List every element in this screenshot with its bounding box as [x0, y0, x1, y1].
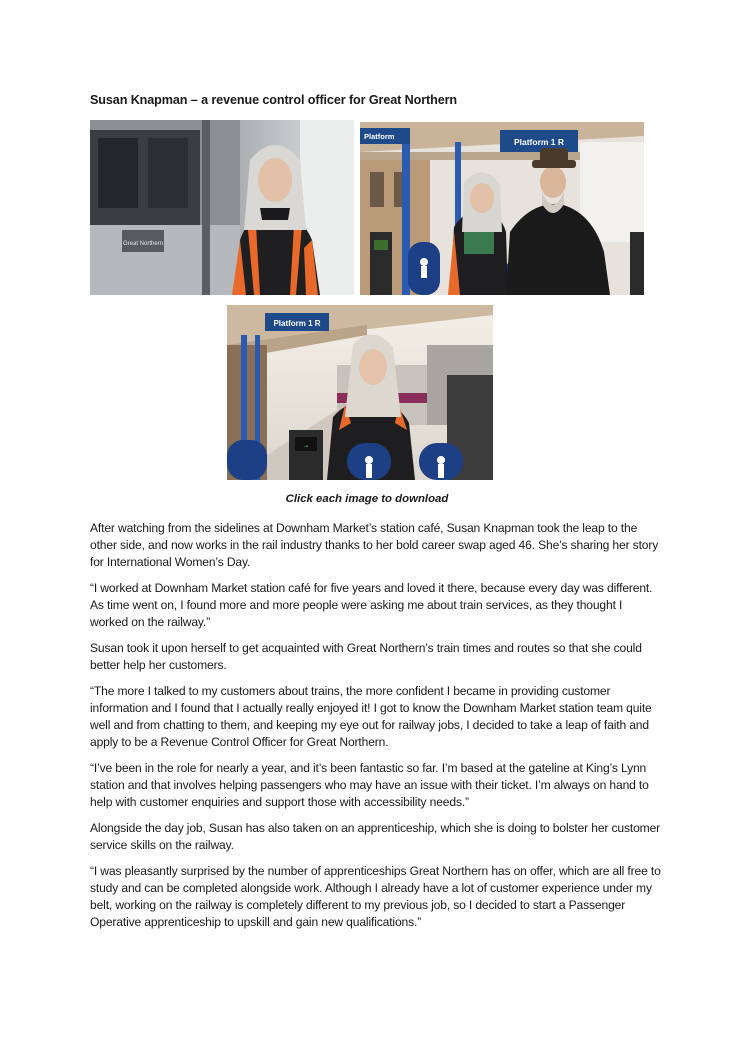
paragraph: “The more I talked to my customers about trains, the more confident I became in providing customer information and I found that I actually really enjoyed it! I got to know the Downham Market station team quite well and from chatting to them, and keeping my eye out for railway jobs, I decided to take a leap of faith and apply to be a Revenue Control Officer for Great Northern.	[90, 684, 652, 749]
paragraph: “I was pleasantly surprised by the number of apprenticeships Great Northern has on offer, which are all free to study and can be completed alongside work. Although I already have a lot of customer experience under my belt, working on the railway is completely different to my previous job, so I decided to start a Passenger Operative apprenticeship to upskill and gain new qualifications.”	[90, 864, 661, 929]
photo-susan-at-gateline-image	[227, 305, 493, 480]
paragraph: After watching from the sidelines at Downham Market’s station café, Susan Knapman took the leap to the other side, and now works in the rail industry thanks to her bold career swap aged 46. She’s sharing her story for International Women’s Day.	[90, 521, 659, 569]
platform-sign-left-text: Platform	[364, 132, 395, 141]
platform-sign-right-text: Platform 1 R	[513, 137, 565, 147]
paragraph: “I’ve been in the role for nearly a year, and it’s been fantastic so far. I’m based at the gateline at King’s Lynn station and that involves helping passengers who may have an issue with their ticket. I’m always on hand to help with customer enquiries and support those with accessibility needs.”	[90, 761, 649, 809]
paragraph: Alongside the day job, Susan has also taken on an apprenticeship, which she is doing to bolster her customer service skills on the railway.	[90, 821, 661, 852]
photo-susan-by-train[interactable]	[90, 120, 354, 295]
photo-susan-by-train-image	[90, 120, 354, 295]
paragraph: “I worked at Downham Market station café for five years and loved it there, because every day was different. As time went on, I found more and more people were asking me about train services, as they thought I worked on the railway.”	[90, 581, 653, 629]
image-caption: Click each image to download	[285, 493, 449, 505]
train-sign-text: Great Northern	[122, 241, 164, 247]
gate-screen-icon: ⇢	[303, 443, 309, 451]
photo-susan-at-gateline[interactable]	[227, 305, 493, 480]
photo-susan-helping-passenger-image	[360, 122, 644, 295]
article-body	[90, 520, 662, 940]
photo-susan-helping-passenger[interactable]	[360, 122, 644, 295]
paragraph: Susan took it upon herself to get acquainted with Great Northern’s train times and routes so that she could better help her customers.	[90, 641, 642, 672]
platform-sign-text: Platform 1 R	[273, 319, 321, 328]
article-title: Susan Knapman – a revenue control officer for Great Northern	[90, 93, 457, 107]
